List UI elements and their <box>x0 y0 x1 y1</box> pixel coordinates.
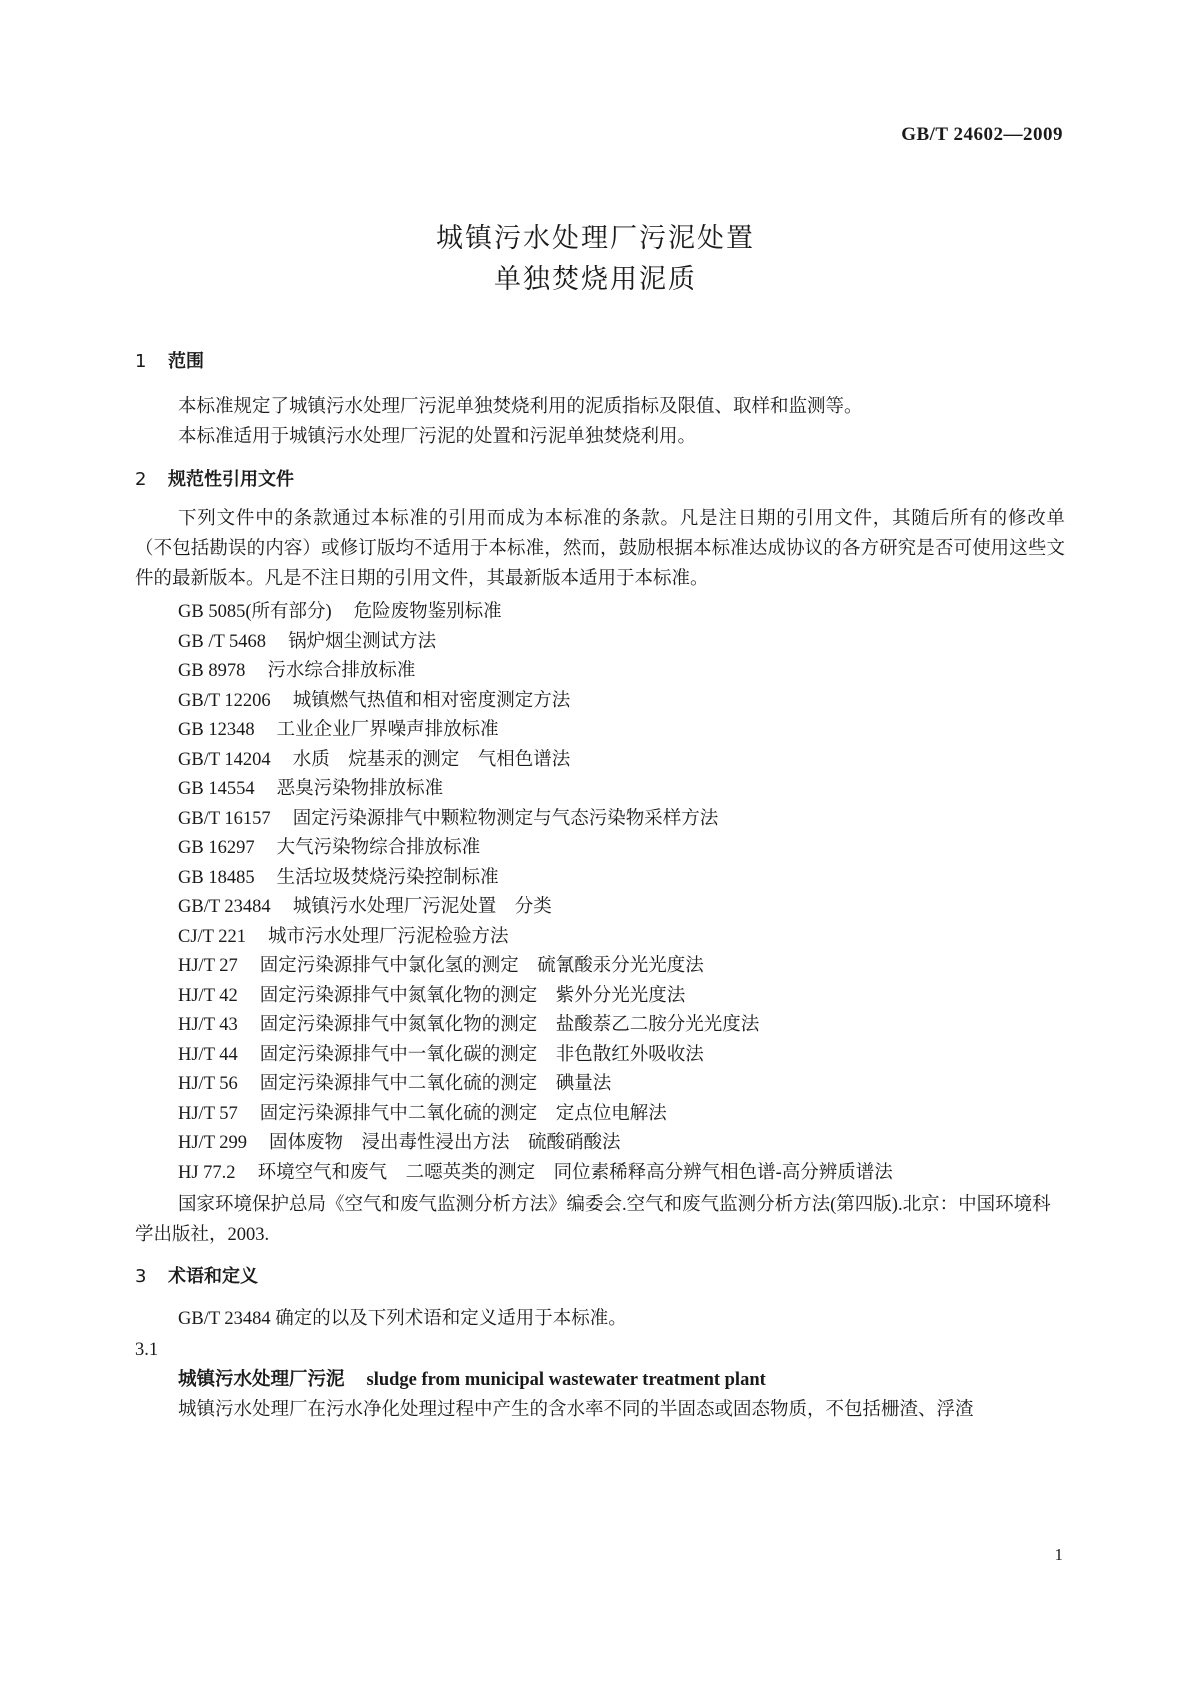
reference-item <box>178 598 893 628</box>
reference-code: GB /T 5468 <box>178 631 267 652</box>
reference-code: HJ/T 44 <box>178 1044 238 1065</box>
reference-title: 工业企业厂界噪声排放标准 <box>276 720 499 740</box>
reference-title: 危险废物鉴别标准 <box>353 602 502 622</box>
reference-code: GB 12348 <box>178 720 255 740</box>
reference-title: 固定污染源排气中氯化氢的测定 硫氰酸汞分光光度法 <box>259 956 704 976</box>
reference-title: 固定污染源排气中一氧化碳的测定 非色散红外吸收法 <box>259 1044 704 1065</box>
reference-item <box>178 864 893 894</box>
section-title: 术语和定义 <box>168 1266 258 1287</box>
reference-list <box>178 598 893 1188</box>
section-number: 3 <box>135 1266 147 1287</box>
term-definition: 城镇污水处理厂在污水净化处理过程中产生的含水率不同的半固态或固态物质，不包括栅渣、浮渣 <box>178 1400 974 1420</box>
reference-title: 水质 烷基汞的测定 气相色谱法 <box>292 749 571 770</box>
title-line-2: 单独焚烧用泥质 <box>494 264 697 295</box>
reference-code: GB/T 16157 <box>178 808 271 829</box>
section-3-heading <box>135 1265 258 1289</box>
reference-code: HJ/T 299 <box>178 1133 248 1153</box>
reference-item <box>178 952 893 982</box>
reference-code: HJ 77.2 <box>178 1162 236 1183</box>
reference-code: HJ/T 57 <box>178 1103 238 1124</box>
reference-item <box>178 1011 893 1041</box>
reference-item <box>178 805 893 835</box>
reference-item <box>178 716 893 746</box>
reference-code: GB/T 12206 <box>178 690 271 711</box>
reference-title: 城镇燃气热值和相对密度测定方法 <box>292 690 571 711</box>
reference-item <box>178 687 893 717</box>
reference-book: 国家环境保护总局《空气和废气监测分析方法》编委会.空气和废气监测分析方法(第四版).北京：中国环境科学出版社，2003. <box>135 1195 1051 1245</box>
reference-title: 固定污染源排气中颗粒物测定与气态污染物采样方法 <box>292 808 719 829</box>
reference-item <box>178 1100 893 1130</box>
term-heading <box>178 1366 766 1396</box>
reference-title: 污水综合排放标准 <box>267 661 416 681</box>
section-3-intro: GB/T 23484 确定的以及下列术语和定义适用于本标准。 <box>178 1309 627 1329</box>
reference-code: GB/T 23484 <box>178 897 271 917</box>
reference-item <box>178 775 893 805</box>
reference-item <box>178 1070 893 1100</box>
term-english: sludge from municipal wastewater treatment plant <box>366 1370 766 1390</box>
reference-item <box>178 982 893 1012</box>
reference-code: GB/T 14204 <box>178 749 271 770</box>
reference-code: GB 5085(所有部分) <box>178 602 332 622</box>
section-2-intro <box>135 504 1065 594</box>
term-chinese: 城镇污水处理厂污泥 <box>178 1370 345 1390</box>
reference-code: CJ/T 221 <box>178 926 247 947</box>
reference-title: 城镇污水处理厂污泥处置 分类 <box>292 897 552 917</box>
reference-code: HJ/T 43 <box>178 1015 238 1035</box>
reference-title: 锅炉烟尘测试方法 <box>288 631 437 652</box>
reference-code: HJ/T 27 <box>178 956 238 976</box>
paragraph: 本标准适用于城镇污水处理厂污泥的处置和污泥单独焚烧利用。 <box>178 427 697 447</box>
page-number: 1 <box>1054 1545 1063 1564</box>
reference-title: 城市污水处理厂污泥检验方法 <box>268 926 509 947</box>
subclause-number: 3.1 <box>135 1340 159 1360</box>
reference-code: GB 14554 <box>178 779 255 799</box>
reference-title: 固定污染源排气中二氧化硫的测定 定点位电解法 <box>259 1103 667 1124</box>
paragraph: 本标准规定了城镇污水处理厂污泥单独焚烧利用的泥质指标及限值、取样和监测等。 <box>178 397 863 417</box>
reference-item <box>178 1129 893 1159</box>
reference-item <box>178 834 893 864</box>
reference-title: 固体废物 浸出毒性浸出方法 硫酸硝酸法 <box>269 1133 621 1153</box>
section-title: 规范性引用文件 <box>168 469 294 490</box>
reference-title: 生活垃圾焚烧污染控制标准 <box>276 867 499 888</box>
reference-item <box>178 657 893 687</box>
paragraph: 下列文件中的条款通过本标准的引用而成为本标准的条款。凡是注日期的引用文件，其随后所有的修改单（不包括勘误的内容）或修订版均不适用于本标准，然而，鼓励根据本标准达成协议的各方研究是否可使用这些文件的最新版本。凡是不注日期的引用文件，其最新版本适用于本标准。 <box>135 509 1065 589</box>
reference-title: 环境空气和废气 二噁英类的测定 同位素稀释高分辨气相色谱-高分辨质谱法 <box>257 1162 893 1183</box>
section-1-body <box>135 392 1065 452</box>
reference-code: GB 18485 <box>178 867 255 888</box>
reference-code: HJ/T 42 <box>178 985 238 1006</box>
reference-title: 固定污染源排气中氮氧化物的测定 紫外分光光度法 <box>259 985 686 1006</box>
section-2-heading <box>135 468 294 492</box>
section-number: 2 <box>135 469 147 490</box>
reference-code: HJ/T 56 <box>178 1074 238 1094</box>
reference-code: GB 8978 <box>178 661 246 681</box>
reference-item <box>178 893 893 923</box>
reference-item <box>178 1041 893 1071</box>
reference-title: 固定污染源排气中氮氧化物的测定 盐酸萘乙二胺分光光度法 <box>259 1015 760 1035</box>
title-line-1: 城镇污水处理厂污泥处置 <box>436 223 755 254</box>
reference-item <box>178 628 893 658</box>
reference-title: 恶臭污染物排放标准 <box>276 779 444 799</box>
reference-code: GB 16297 <box>178 838 255 858</box>
section-number: 1 <box>135 351 147 372</box>
reference-title: 大气污染物综合排放标准 <box>276 838 481 858</box>
standard-number: GB/T 24602—2009 <box>901 124 1063 145</box>
section-1-heading <box>135 350 204 374</box>
section-title: 范围 <box>168 351 204 372</box>
reference-title: 固定污染源排气中二氧化硫的测定 碘量法 <box>259 1074 612 1094</box>
reference-item <box>178 1159 893 1189</box>
reference-item <box>178 746 893 776</box>
reference-item <box>178 923 893 953</box>
